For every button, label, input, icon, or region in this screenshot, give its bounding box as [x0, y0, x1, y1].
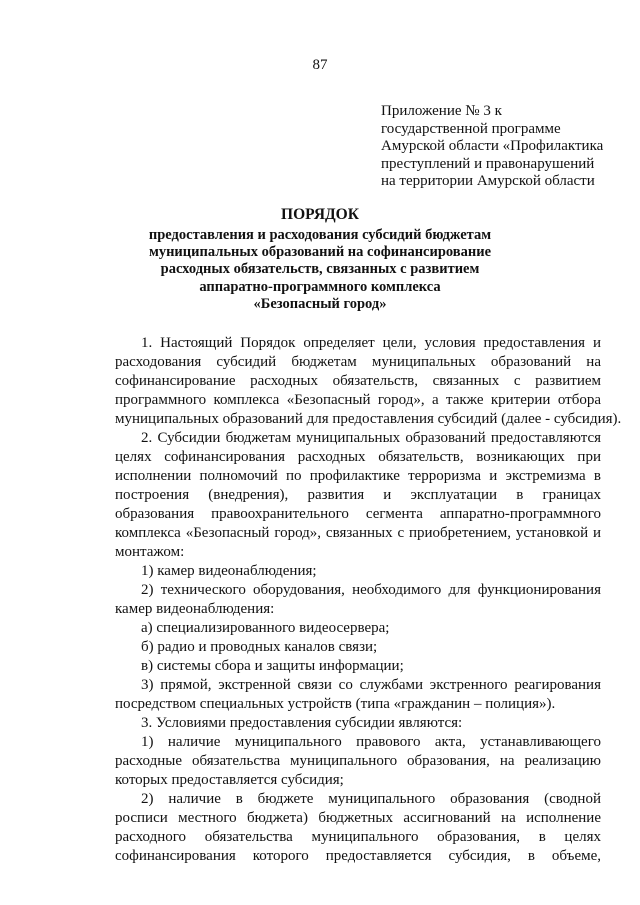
subtitle-line: предоставления и расходования субсидий бюджетам [148, 227, 492, 243]
paragraph-3-line: 3. Условиями предоставления субсидии являются: [141, 715, 463, 731]
paragraph-2-line: комплекса «Безопасный город», связанных с приобретением, установкой и [115, 525, 601, 541]
paragraph-1-line: программного комплекса «Безопасный город», а также критерии отбора [115, 392, 601, 408]
paragraph-2-line: исполнении полномочий по профилактике терроризма и экстремизма в [115, 468, 601, 484]
list-item: расходные обязательства муниципального образования, на реализацию [115, 753, 601, 769]
list-item: 1) камер видеонаблюдения; [141, 563, 317, 579]
paragraph-1-line: 1. Настоящий Порядок определяет цели, условия предоставления и [141, 335, 601, 351]
list-item: 2) технического оборудования, необходимого для функционирования [141, 582, 601, 598]
list-item: софинансирования которого предоставляется субсидия, в объеме, [115, 848, 601, 864]
list-item: посредством специальных устройств (типа «гражданин – полиция»). [115, 696, 556, 712]
list-item: в) системы сбора и защиты информации; [141, 658, 404, 674]
subtitle-line: муниципальных образований на софинансирование [148, 244, 492, 261]
paragraph-2-line: монтажом: [115, 544, 185, 560]
list-item: 1) наличие муниципального правового акта, устанавливающего [141, 734, 601, 750]
appendix-line: Амурской области «Профилактика [381, 138, 604, 154]
list-item: росписи местного бюджета) бюджетных ассигнований на исполнение [115, 810, 601, 826]
list-item: а) специализированного видеосервера; [141, 620, 390, 636]
list-item: которых предоставляется субсидия; [115, 772, 344, 788]
appendix-block [381, 103, 621, 191]
appendix-line: преступлений и правонарушений [381, 155, 595, 172]
document-title: ПОРЯДОК [281, 206, 359, 223]
list-item: 3) прямой, экстренной связи со службами экстренного реагирования [141, 677, 601, 693]
list-item: 2) наличие в бюджете муниципального образования (сводной [141, 791, 601, 807]
paragraph-1-line: расходования субсидий бюджетам муниципальных образований на [115, 354, 601, 370]
appendix-line: Приложение № 3 к [381, 103, 502, 119]
subtitle-line: «Безопасный город» [253, 295, 387, 312]
list-item: б) радио и проводных каналов связи; [141, 639, 378, 655]
subtitle-line: аппаратно-программного комплекса [199, 278, 441, 295]
paragraph-2-line: целях софинансирования расходных обязательств, возникающих при [115, 449, 601, 465]
page-number: 87 [312, 57, 328, 73]
paragraph-1-line: софинансирование расходных обязательств, связанных с развитием [115, 373, 601, 389]
paragraph-2-line: 2. Субсидии бюджетам муниципальных образований предоставляются [141, 430, 601, 446]
document-subtitle [0, 227, 640, 313]
paragraph-1-line: муниципальных образований для предоставления субсидий (далее - субсидия). [115, 411, 622, 427]
list-item: камер видеонаблюдения: [115, 601, 275, 617]
paragraph-2-line: образования правоохранительного сегмента аппаратно-программного [115, 506, 601, 522]
subtitle-line: расходных обязательств, связанных с развитием [160, 261, 480, 278]
appendix-line: государственной программе [381, 120, 561, 137]
paragraph-2-line: построения (внедрения), развития и эксплуатации в границах [115, 487, 601, 503]
appendix-line: на территории Амурской области [381, 173, 595, 189]
document-body [115, 334, 622, 866]
list-item: расходного обязательства муниципального образования, в целях [115, 829, 601, 845]
